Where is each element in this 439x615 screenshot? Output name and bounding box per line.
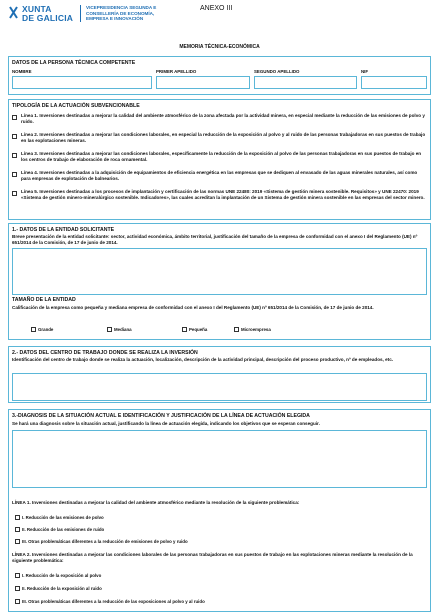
grande-label: Grande: [38, 327, 54, 332]
diag-linea1-intro: LÍNEA 1. Inversiones destinadas a mejorar la calidad del ambiente atmosférico mediante la resolución de la siguiente problemática:: [12, 500, 300, 505]
centro-section: [8, 346, 431, 403]
page-title: MEMORIA TÉCNICA-ECONÓMICA: [179, 44, 260, 50]
persona-section: [8, 56, 431, 95]
nif-field[interactable]: [361, 76, 427, 89]
entidad-heading: 1.- DATOS DE LA ENTIDAD SOLICITANTE: [12, 227, 115, 233]
centro-textarea[interactable]: [12, 373, 427, 401]
diag-l2-otras-label: III. Otras problemáticas diferentes a la reducción de las exposiciones al polvo y al ruido: [22, 599, 205, 604]
tipologia-section: [8, 99, 431, 220]
nombre-label: NOMBRE: [12, 69, 32, 74]
xunta-cross-icon: [9, 6, 18, 19]
diagnosis-heading: 3.-DIAGNOSIS DE LA SITUACIÓN ACTUAL E IDENTIFICACIÓN Y JUSTIFICACIÓN DE LA LÍNEA DE ACTUACIÓN ELEGIDA: [12, 413, 310, 419]
microempresa-label: Microempresa: [241, 327, 271, 332]
annex-label: ANEXO III: [200, 5, 233, 12]
diag-l2-otras-checkbox[interactable]: [15, 599, 20, 604]
department-name: VICEPRESIDENCIA SEGUNDA E CONSELLERÍA DE ECONOMÍA, EMPRESA E INNOVACIÓN: [86, 5, 157, 22]
pequena-label: Pequeña: [189, 327, 208, 332]
linea5-text: Línea 5. Inversiones destinadas a los procesos de implantación y certificación de las normas UNE 22480: 2019 «Sistema de gestión minera sostenible. Requisitos» y UNE 22470: 2019 «Sistema de gestión minero-mineralúrgico sostenible. Indicadores», las cuales acreditan la implantación de un Sistema de gestión minera sostenible en las empresas del sector minero.: [21, 189, 425, 200]
linea2-checkbox[interactable]: [12, 134, 17, 139]
grande-checkbox[interactable]: [31, 327, 36, 332]
pequena-checkbox[interactable]: [182, 327, 187, 332]
centro-heading: 2.- DATOS DEL CENTRO DE TRABAJO DONDE SE REALIZA LA INVERSIÓN: [12, 350, 198, 356]
primer-apellido-field[interactable]: [156, 76, 250, 89]
linea3-checkbox[interactable]: [12, 153, 17, 158]
mediana-checkbox[interactable]: [107, 327, 112, 332]
diag-l2-ruido-label: II. Reducción de la exposición al ruido: [22, 586, 102, 591]
diag-l2-polvo-label: I. Reducción de la exposición al polvo: [22, 573, 102, 578]
segundo-apellido-label: SEGUNDO APELLIDO: [254, 69, 300, 74]
segundo-apellido-field[interactable]: [254, 76, 357, 89]
linea2-text: Línea 2. Inversiones destinadas a mejorar las condiciones laborales, en especial la reducción de la exposición al polvo y al ruido de las personas trabajadoras en sus puestos de trabajo en las explotaciones mineras.: [21, 132, 426, 143]
primer-apellido-label: PRIMER APELLIDO: [156, 69, 197, 74]
xunta-logo-text: XUNTA DE GALICIA: [22, 4, 74, 23]
diag-l1-ruido-label: II. Reducción de las emisiones de ruido: [22, 527, 105, 532]
linea1-text: Línea 1. Inversiones destinadas a mejorar la calidad del ambiente atmosférico de la zona afectada por la actividad minera, en especial mediante la reducción de las emisiones de polvo y ruido.: [21, 113, 425, 124]
diagnosis-textarea[interactable]: [12, 430, 427, 488]
linea4-text: Línea 4. Inversiones destinadas a la adquisición de equipamientos de eficiencia energética en las empresas que se dediquen al envasado de las aguas minerales naturales, así como para empresas de explotación de balnearios.: [21, 170, 418, 181]
mediana-label: Mediana: [114, 327, 132, 332]
diag-l1-otras-label: III. Otras problemáticas diferentes a la reducción de emisiones de polvo y ruido: [22, 539, 188, 544]
tamano-heading: TAMAÑO DE LA ENTIDAD: [12, 297, 76, 303]
nif-label: NIF: [361, 69, 369, 74]
diagnosis-description: Se hará una diagnosis sobre la situación actual, justificando la línea de actuación elegida, indicando los objetivos que se esperan conseguir.: [12, 421, 320, 426]
diagnosis-section: [8, 409, 431, 612]
logo-divider: [80, 5, 81, 22]
diag-l2-polvo-checkbox[interactable]: [15, 573, 20, 578]
entidad-section: [8, 223, 431, 340]
entidad-textarea[interactable]: [12, 248, 427, 295]
microempresa-checkbox[interactable]: [234, 327, 239, 332]
linea3-text: Línea 3. Inversiones destinadas a mejorar las condiciones laborales, específicamente la reducción de la exposición al polvo de las personas trabajadoras en sus puestos de trabajo en los centros de trabajo de elaboración de roca ornamental.: [21, 151, 422, 162]
diag-l1-polvo-checkbox[interactable]: [15, 515, 20, 520]
centro-description: Identificación del centro de trabajo donde se realiza la actuación, localización, descripción de la actividad principal, descripción del proceso productivo, nº de empleados, etc.: [12, 357, 394, 362]
linea5-checkbox[interactable]: [12, 191, 17, 196]
tipologia-heading: TIPOLOGÍA DE LA ACTUACIÓN SUBVENCIONABLE: [12, 103, 140, 109]
persona-heading: DATOS DE LA PERSONA TÉCNICA COMPETENTE: [12, 60, 136, 66]
entidad-description: Breve presentación de la entidad solicitante: sector, actividad económica, ámbito territorial, justificación del tamaño de la empresa de conformidad con el anexo I del Reglamento (UE) nº 651/2014 de la Comisión, de 17 de junio de 2014.: [12, 234, 418, 245]
linea1-checkbox[interactable]: [12, 115, 17, 120]
diag-l1-polvo-label: I. Reducción de las emisiones de polvo: [22, 515, 104, 520]
diag-l2-ruido-checkbox[interactable]: [15, 586, 20, 591]
linea4-checkbox[interactable]: [12, 172, 17, 177]
diag-l1-otras-checkbox[interactable]: [15, 539, 20, 544]
tamano-description: Calificación de la empresa como pequeña y mediana empresa de conformidad con el anexo I del Reglamento (UE) nº 651/2014 de la Comisión, de 17 de junio de 2014.: [12, 305, 374, 310]
diag-l1-ruido-checkbox[interactable]: [15, 527, 20, 532]
diag-linea2-intro: LÍNEA 2. Inversiones destinadas a mejorar las condiciones laborales de las personas trabajadoras en sus puestos de trabajo en las explotaciones mineras mediante la resolución de la siguiente problemática:: [12, 552, 413, 563]
nombre-field[interactable]: [12, 76, 152, 89]
